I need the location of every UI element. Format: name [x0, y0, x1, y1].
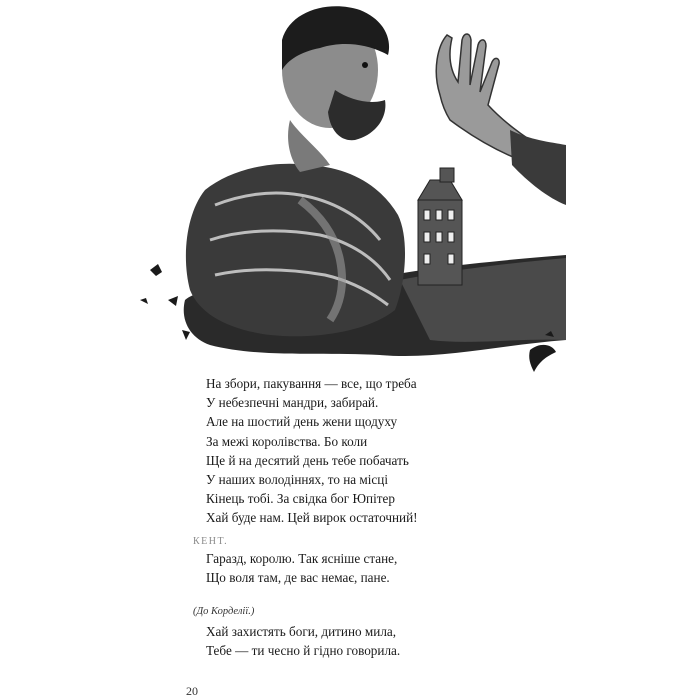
figure-torso — [186, 164, 405, 337]
tower — [418, 168, 462, 285]
reply-line: Гаразд, королю. Так ясніше стане, — [206, 551, 398, 566]
verse-line: На збори, пакування — все, що треба — [206, 376, 417, 391]
reply-line: Що воля там, де вас немає, пане. — [206, 570, 390, 586]
figure-sleeve — [510, 130, 566, 205]
farewell-line: Тебе — ти чесно й гідно говорила. — [206, 643, 401, 659]
stage-direction: (До Корделії.) — [193, 606, 255, 617]
figure-eye — [362, 62, 368, 68]
reply-block — [206, 549, 397, 587]
page-number: 20 — [186, 684, 198, 698]
verse-block — [206, 374, 418, 528]
ink-splatter-left — [140, 264, 190, 340]
farewell-block — [206, 622, 400, 660]
verse-line: У небезпечні мандри, забирай. — [206, 395, 379, 411]
verse-line: Але на шостий день жени щодуху — [206, 414, 398, 430]
farewell-line: Хай захистять боги, дитино мила, — [206, 624, 397, 639]
verse-line: Хай буде нам. Цей вирок остаточний! — [206, 510, 418, 526]
speaker-name: КЕНТ. — [193, 536, 229, 547]
verse-line: У наших володіннях, то на місці — [206, 472, 389, 488]
verse-line: Кінець тобі. За свідка бог Юпітер — [206, 491, 395, 507]
verse-line: Ще й на десятий день тебе побачать — [206, 452, 409, 468]
verse-line: За межі королівства. Бо коли — [206, 433, 368, 449]
